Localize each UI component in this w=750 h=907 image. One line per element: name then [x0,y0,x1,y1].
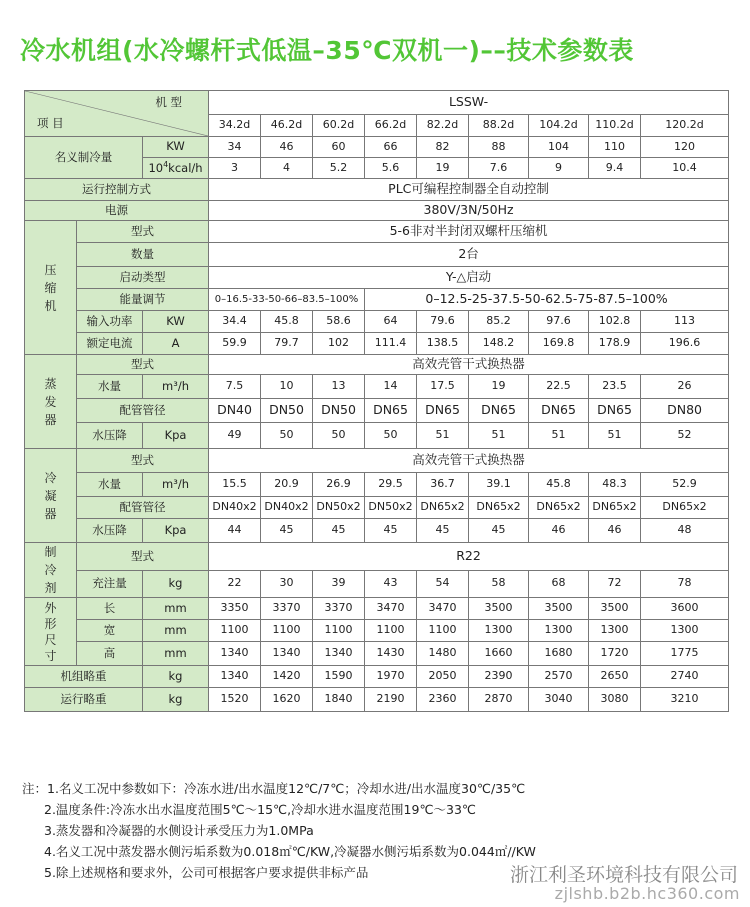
evaporator-flow-cell: 17.5 [417,375,469,399]
dim-height-cell: 1680 [529,642,589,666]
unit-weight-cell: 1590 [313,666,365,688]
condenser-flow-cell: 39.1 [469,473,529,497]
notes-prefix: 注： [22,781,48,796]
run-weight-label: 运行略重 [25,688,143,712]
compressor-current-cell: 102 [313,333,365,355]
condenser-pipe-cell: DN50x2 [365,497,417,519]
dim-length-cell: 3350 [209,598,261,620]
condenser-type-row [25,449,729,473]
refrigerant-charge-cell: 39 [313,570,365,598]
note-item: 5.除上述规格和要求外，公司可根据客户要求提供非标产品 [44,865,369,880]
refrigerant-charge-cell: 43 [365,570,417,598]
evaporator-drop-cell: 49 [209,423,261,449]
unit-weight-cell: 1340 [209,666,261,688]
compressor-qty-label: 数量 [77,243,209,267]
condenser-flow-cell: 45.8 [529,473,589,497]
compressor-current-unit: A [143,333,209,355]
condenser-type-label: 型式 [77,449,209,473]
refrigerant-charge-label: 充注量 [77,570,143,598]
condenser-pipe-cell: DN65x2 [469,497,529,519]
unit-weight-cell: 2390 [469,666,529,688]
refrigerant-group-label: 制冷剂 [25,543,77,598]
refrigerant-charge-cell: 78 [641,570,729,598]
dim-height-cell: 1430 [365,642,417,666]
dim-height-cell: 1480 [417,642,469,666]
dim-height-cell: 1340 [261,642,313,666]
refrigerant-type-value: R22 [209,543,729,571]
capacity-kcal-cell: 5.6 [365,158,417,179]
dim-length-cell: 3500 [529,598,589,620]
evaporator-drop-cell: 50 [261,423,313,449]
evaporator-drop-cell: 51 [469,423,529,449]
capacity-label: 名义制冷量 [25,137,143,179]
power-value: 380V/3N/50Hz [209,201,729,221]
control-value: PLC可编程控制器全自动控制 [209,179,729,201]
evaporator-pipe-cell: DN40 [209,399,261,423]
model-cell: 66.2d [365,115,417,137]
compressor-group-label: 压缩机 [25,221,77,355]
unit-weight-cell: 2740 [641,666,729,688]
unit-weight-cell: 1420 [261,666,313,688]
refrigerant-charge-cell: 68 [529,570,589,598]
model-cell: 60.2d [313,115,365,137]
dim-width-cell: 1300 [469,620,529,642]
dim-height-cell: 1660 [469,642,529,666]
company-name: 浙江利圣环境科技有限公司 [509,864,738,886]
compressor-adj-label: 能量调节 [77,289,209,311]
header-model-label: 机 型 [155,95,183,109]
capacity-kcal-cell: 19 [417,158,469,179]
evaporator-drop-label: 水压降 [77,423,143,449]
refrigerant-charge-cell: 72 [589,570,641,598]
capacity-kw-cell: 110 [589,137,641,158]
dim-width-cell: 1300 [529,620,589,642]
condenser-flow-cell: 36.7 [417,473,469,497]
compressor-input-cell: 85.2 [469,311,529,333]
model-cell: 82.2d [417,115,469,137]
evaporator-flow-cell: 22.5 [529,375,589,399]
run-weight-cell: 3210 [641,688,729,712]
evaporator-flow-cell: 19 [469,375,529,399]
condenser-flow-cell: 15.5 [209,473,261,497]
capacity-kcal-cell: 10.4 [641,158,729,179]
condenser-flow-cell: 20.9 [261,473,313,497]
compressor-qty-value: 2台 [209,243,729,267]
dim-width-cell: 1300 [641,620,729,642]
run-weight-cell: 1520 [209,688,261,712]
dim-length-cell: 3470 [417,598,469,620]
refrigerant-charge-cell: 22 [209,570,261,598]
evaporator-drop-row [25,423,729,449]
evaporator-flow-unit: m³/h [143,375,209,399]
evaporator-pipe-cell: DN65 [365,399,417,423]
dim-length-cell: 3500 [589,598,641,620]
refrigerant-charge-cell: 54 [417,570,469,598]
evaporator-type-value: 高效壳管干式换热器 [209,355,729,375]
condenser-drop-cell: 45 [469,519,529,543]
header-corner [25,91,209,137]
condenser-pipe-cell: DN65x2 [641,497,729,519]
run-weight-cell: 2870 [469,688,529,712]
evaporator-pipe-cell: DN65 [529,399,589,423]
dim-length-unit: mm [143,598,209,620]
condenser-drop-cell: 45 [261,519,313,543]
capacity-kcal-cell: 7.6 [469,158,529,179]
compressor-input-unit: KW [143,311,209,333]
model-cell: 104.2d [529,115,589,137]
unit-weight-cell: 2650 [589,666,641,688]
compressor-current-cell: 169.8 [529,333,589,355]
evaporator-drop-cell: 52 [641,423,729,449]
condenser-flow-cell: 29.5 [365,473,417,497]
evaporator-drop-cell: 51 [529,423,589,449]
condenser-flow-label: 水量 [77,473,143,497]
compressor-adj-value-a: 0–16.5-33-50-66–83.5–100% [209,289,365,311]
condenser-pipe-label: 配管管径 [77,497,209,519]
evaporator-pipe-cell: DN65 [417,399,469,423]
condenser-group-label: 冷凝器 [25,449,77,543]
spec-table [24,90,729,712]
evaporator-flow-row [25,375,729,399]
capacity-kcal-cell: 4 [261,158,313,179]
compressor-qty-row [25,243,729,267]
evaporator-pipe-cell: DN65 [589,399,641,423]
dim-length-label: 长 [77,598,143,620]
notes [22,778,536,883]
note-item: 2.温度条件:冷冻水出水温度范围5℃～15℃,冷却水进水温度范围19℃～33℃ [44,802,476,817]
evaporator-flow-cell: 23.5 [589,375,641,399]
watermark: zjlshb.b2b.hc360.com [554,884,740,903]
compressor-input-cell: 64 [365,311,417,333]
compressor-input-cell: 102.8 [589,311,641,333]
evaporator-pipe-label: 配管管径 [77,399,209,423]
control-label: 运行控制方式 [25,179,209,201]
evaporator-flow-cell: 26 [641,375,729,399]
evaporator-drop-cell: 51 [417,423,469,449]
dim-length-cell: 3370 [313,598,365,620]
note-item: 4.名义工况中蒸发器水侧污垢系数为0.018㎡℃/KW,冷凝器水侧污垢系数为0.044㎡//KW [44,844,536,859]
refrigerant-charge-row [25,570,729,598]
capacity-kw-cell: 82 [417,137,469,158]
capacity-kw-cell: 60 [313,137,365,158]
condenser-drop-cell: 48 [641,519,729,543]
condenser-drop-cell: 45 [365,519,417,543]
dim-length-cell: 3470 [365,598,417,620]
dim-height-label: 高 [77,642,143,666]
unit-weight-cell: 2050 [417,666,469,688]
dim-width-label: 宽 [77,620,143,642]
evaporator-drop-cell: 50 [365,423,417,449]
model-cell: 88.2d [469,115,529,137]
run-weight-cell: 1620 [261,688,313,712]
page-title: 冷水机组(水冷螺杆式低温–35℃双机一)––技术参数表 [20,36,634,65]
run-weight-cell: 2360 [417,688,469,712]
unit-weight-label: 机组略重 [25,666,143,688]
refrigerant-charge-cell: 58 [469,570,529,598]
series-header: LSSW- [209,91,729,115]
condenser-pipe-cell: DN50x2 [313,497,365,519]
refrigerant-type-row [25,543,729,571]
evaporator-flow-cell: 10 [261,375,313,399]
run-weight-cell: 3080 [589,688,641,712]
model-cell: 110.2d [589,115,641,137]
evaporator-group-label: 蒸发器 [25,355,77,449]
compressor-type-label: 型式 [77,221,209,243]
model-cell: 34.2d [209,115,261,137]
condenser-drop-cell: 45 [313,519,365,543]
evaporator-drop-cell: 51 [589,423,641,449]
condenser-pipe-cell: DN40x2 [209,497,261,519]
capacity-kw-cell: 120 [641,137,729,158]
evaporator-flow-cell: 7.5 [209,375,261,399]
evaporator-pipe-cell: DN65 [469,399,529,423]
capacity-kw-cell: 34 [209,137,261,158]
capacity-kcal-unit: $10^4kcal/h$ [143,158,209,179]
dim-height-cell: 1340 [313,642,365,666]
capacity-kcal-cell: 5.2 [313,158,365,179]
evaporator-drop-unit: Kpa [143,423,209,449]
dim-width-cell: 1100 [417,620,469,642]
note-item: 3.蒸发器和冷凝器的水侧设计承受压力为1.0MPa [44,823,314,838]
condenser-drop-label: 水压降 [77,519,143,543]
run-weight-row [25,688,729,712]
evaporator-type-label: 型式 [77,355,209,375]
condenser-drop-cell: 46 [589,519,641,543]
evaporator-pipe-cell: DN50 [261,399,313,423]
compressor-input-cell: 79.6 [417,311,469,333]
header-item-label: 项 目 [37,115,64,130]
dim-width-cell: 1100 [261,620,313,642]
compressor-current-cell: 79.7 [261,333,313,355]
dim-length-cell: 3500 [469,598,529,620]
dimensions-group-label: 外形尺寸 [25,598,77,666]
compressor-current-row [25,333,729,355]
power-label: 电源 [25,201,209,221]
refrigerant-charge-cell: 30 [261,570,313,598]
capacity-kw-cell: 46 [261,137,313,158]
capacity-kw-cell: 88 [469,137,529,158]
evaporator-drop-cell: 50 [313,423,365,449]
dim-height-cell: 1775 [641,642,729,666]
dim-width-cell: 1100 [209,620,261,642]
note-item: 注：1.名义工况中参数如下：冷冻水进/出水温度12℃/7℃；冷却水进/出水温度30℃/35℃ [22,781,526,796]
compressor-input-row [25,311,729,333]
capacity-kw-cell: 66 [365,137,417,158]
condenser-drop-cell: 46 [529,519,589,543]
condenser-pipe-cell: DN65x2 [417,497,469,519]
dim-width-unit: mm [143,620,209,642]
compressor-current-cell: 148.2 [469,333,529,355]
compressor-current-cell: 196.6 [641,333,729,355]
compressor-start-value: Y-△启动 [209,267,729,289]
dim-width-cell: 1100 [365,620,417,642]
condenser-pipe-cell: DN65x2 [589,497,641,519]
evaporator-flow-cell: 13 [313,375,365,399]
compressor-current-cell: 138.5 [417,333,469,355]
dim-width-cell: 1300 [589,620,641,642]
evaporator-pipe-cell: DN80 [641,399,729,423]
unit-weight-unit: kg [143,666,209,688]
refrigerant-type-label: 型式 [77,543,209,571]
run-weight-unit: kg [143,688,209,712]
evaporator-pipe-row [25,399,729,423]
dim-length-cell: 3600 [641,598,729,620]
evaporator-flow-label: 水量 [77,375,143,399]
dim-width-cell: 1100 [313,620,365,642]
compressor-adj-row [25,289,729,311]
model-cell: 120.2d [641,115,729,137]
compressor-current-cell: 111.4 [365,333,417,355]
evaporator-pipe-cell: DN50 [313,399,365,423]
capacity-kw-cell: 104 [529,137,589,158]
dim-length-cell: 3370 [261,598,313,620]
compressor-type-row [25,221,729,243]
compressor-adj-value-b: 0–12.5-25-37.5-50-62.5-75-87.5–100% [365,289,729,311]
compressor-type-value: 5-6非对半封闭双螺杆压缩机 [209,221,729,243]
model-cell: 46.2d [261,115,313,137]
capacity-kcal-cell: 9 [529,158,589,179]
run-weight-cell: 2190 [365,688,417,712]
compressor-input-label: 输入功率 [77,311,143,333]
run-weight-cell: 3040 [529,688,589,712]
dim-width-row [25,620,729,642]
control-row [25,179,729,201]
evaporator-type-row [25,355,729,375]
compressor-current-cell: 59.9 [209,333,261,355]
capacity-kcal-cell: 9.4 [589,158,641,179]
dim-length-row [25,598,729,620]
condenser-flow-row [25,473,729,497]
dim-height-cell: 1720 [589,642,641,666]
capacity-kcal-cell: 3 [209,158,261,179]
refrigerant-charge-unit: kg [143,570,209,598]
condenser-drop-cell: 45 [417,519,469,543]
evaporator-flow-cell: 14 [365,375,417,399]
dim-height-cell: 1340 [209,642,261,666]
condenser-pipe-row [25,497,729,519]
compressor-current-label: 额定电流 [77,333,143,355]
condenser-flow-unit: m³/h [143,473,209,497]
condenser-pipe-cell: DN40x2 [261,497,313,519]
unit-weight-cell: 1970 [365,666,417,688]
condenser-flow-cell: 48.3 [589,473,641,497]
compressor-input-cell: 58.6 [313,311,365,333]
compressor-start-label: 启动类型 [77,267,209,289]
compressor-input-cell: 113 [641,311,729,333]
dim-height-unit: mm [143,642,209,666]
compressor-current-cell: 178.9 [589,333,641,355]
run-weight-cell: 1840 [313,688,365,712]
unit-weight-row [25,666,729,688]
compressor-start-row [25,267,729,289]
compressor-input-cell: 97.6 [529,311,589,333]
capacity-kw-unit: KW [143,137,209,158]
condenser-flow-cell: 26.9 [313,473,365,497]
condenser-drop-row [25,519,729,543]
unit-weight-cell: 2570 [529,666,589,688]
condenser-drop-unit: Kpa [143,519,209,543]
power-row [25,201,729,221]
condenser-pipe-cell: DN65x2 [529,497,589,519]
condenser-flow-cell: 52.9 [641,473,729,497]
condenser-drop-cell: 44 [209,519,261,543]
compressor-input-cell: 34.4 [209,311,261,333]
compressor-input-cell: 45.8 [261,311,313,333]
capacity-kw-row [25,137,729,158]
dim-height-row [25,642,729,666]
condenser-type-value: 高效壳管干式换热器 [209,449,729,473]
